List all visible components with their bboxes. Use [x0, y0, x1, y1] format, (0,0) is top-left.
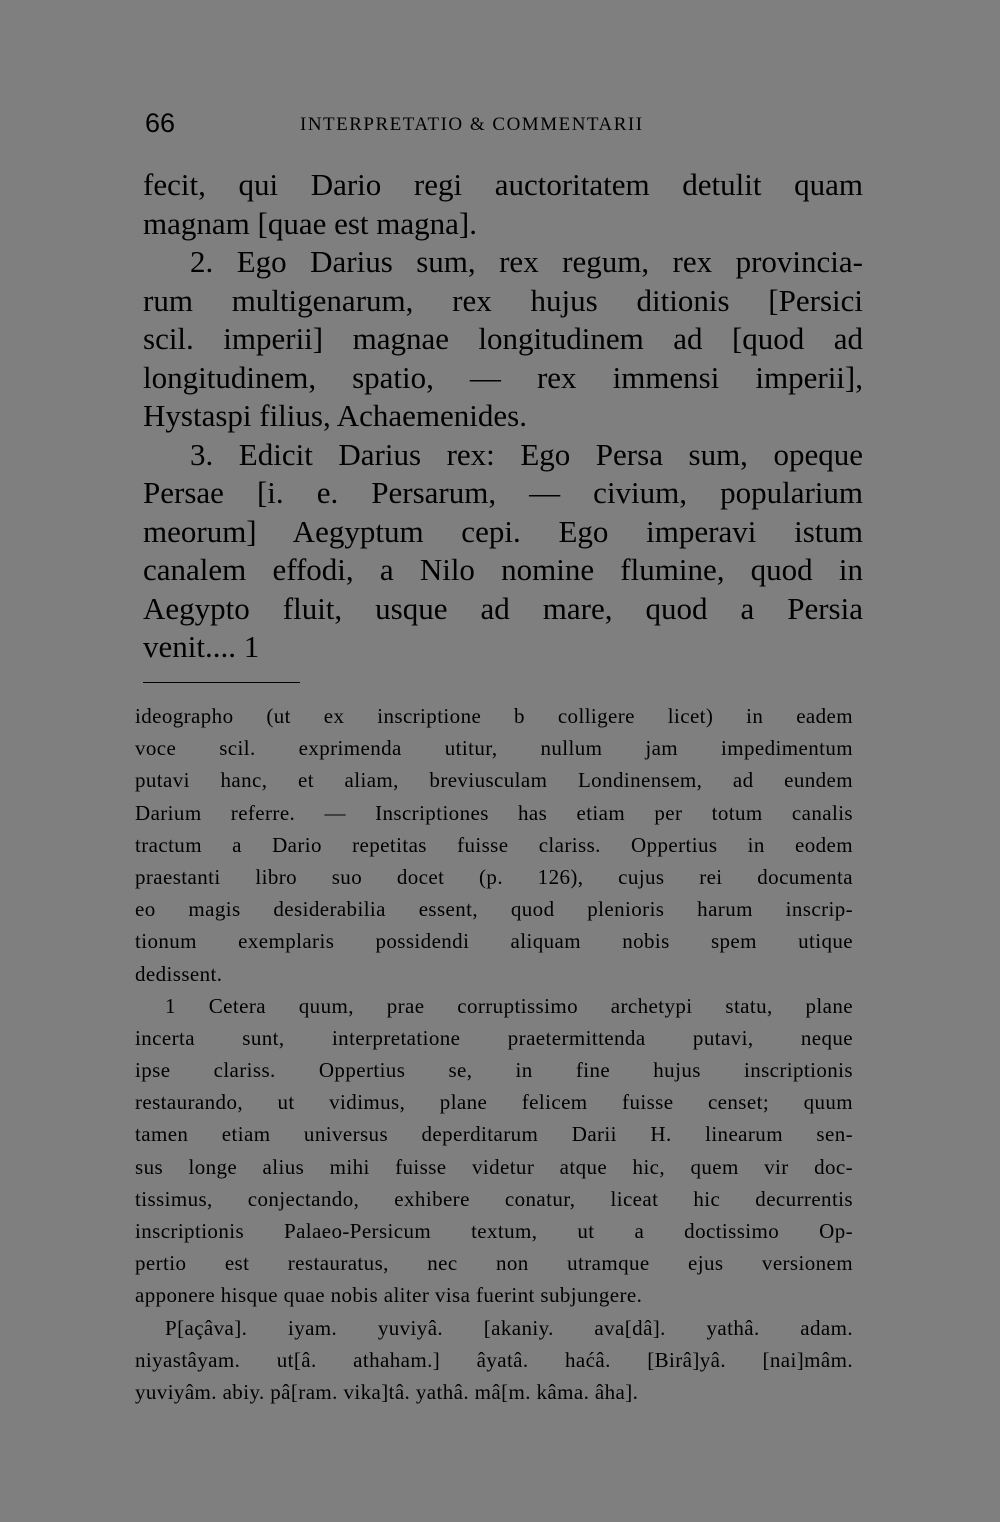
main-text [143, 166, 863, 667]
transliteration-line: P[açâva]. iyam. yuviyâ. [akaniy. ava[dâ]. yathâ. adam. [165, 1315, 853, 1340]
text-line: longitudinem, spatio, — rex immensi imperii], [143, 359, 863, 395]
page-header [145, 108, 860, 142]
footnote-1-line: tamen etiam universus deperditarum Darii H. linearum sen- [135, 1122, 853, 1147]
footnote-1-line: 1 Cetera quum, prae corruptissimo archetypi statu, plane [165, 993, 853, 1018]
note-line: putavi hanc, et aliam, breviusculam Londinensem, ad eundem [135, 768, 853, 793]
text-line: 2. Ego Darius sum, rex regum, rex provincia- [190, 244, 863, 279]
note-line: ideographo (ut ex inscriptione b colligere licet) in eadem [135, 704, 853, 728]
note-line: voce scil. exprimenda utitur, nullum jam impedimentum [135, 736, 853, 761]
transliteration-line: yuviyâm. abiy. pâ[ram. vika]tâ. yathâ. mâ[m. kâma. âha]. [135, 1379, 639, 1404]
note-line: tractum a Dario repetitas fuisse clariss. Oppertius in eodem [135, 832, 853, 857]
text-line: meorum] Aegyptum cepi. Ego imperavi istum [143, 513, 863, 549]
footnote-1-line: restaurando, ut vidimus, plane felicem fuisse censet; quum [135, 1090, 853, 1115]
note-line: praestanti libro suo docet (p. 126), cujus rei documenta [135, 864, 853, 889]
text-line: magnam [quae est magna]. [143, 205, 477, 241]
text-line: rum multigenarum, rex hujus ditionis [Persici [143, 282, 863, 318]
footnote-1-line: pertio est restauratus, nec non utramque ejus versionem [135, 1251, 853, 1276]
footnotes [135, 700, 853, 1408]
footnote-1-line: apponere hisque quae nobis aliter visa fuerint subjungere. [135, 1283, 643, 1308]
text-line: venit.... 1 [143, 629, 260, 664]
note-line: Darium referre. — Inscriptiones has etiam per totum canalis [135, 800, 853, 825]
text-line: Hystaspi filius, Achaemenides. [143, 398, 527, 433]
note-line: tionum exemplaris possidendi aliquam nobis spem utique [135, 929, 853, 954]
footnote-1-line: ipse clariss. Oppertius se, in fine hujus inscriptionis [135, 1058, 853, 1083]
text-line: fecit, qui Dario regi auctoritatem detulit quam [143, 167, 863, 202]
footnote-separator [143, 682, 300, 683]
footnote-1-line: sus longe alius mihi fuisse videtur atque hic, quem vir doc- [135, 1154, 853, 1179]
transliteration-line: niyastâyam. ut[â. athaham.] âyatâ. haćâ. [Birâ]yâ. [nai]mâm. [135, 1347, 853, 1372]
text-line: canalem effodi, a Nilo nomine flumine, quod in [143, 552, 863, 587]
note-line: eo magis desiderabilia essent, quod plenioris harum inscrip- [135, 897, 853, 922]
running-title: INTERPRETATIO & COMMENTARII [300, 114, 644, 135]
footnote-1-line: tissimus, conjectando, exhibere conatur, liceat hic decurrentis [135, 1186, 853, 1211]
page-number: 66 [145, 108, 176, 138]
text-line: Aegypto fluit, usque ad mare, quod a Persia [143, 590, 863, 626]
footnote-1-line: incerta sunt, interpretatione praetermittenda putavi, neque [135, 1025, 853, 1050]
text-line: scil. imperii] magnae longitudinem ad [quod ad [143, 321, 863, 356]
text-line: Persae [i. e. Persarum, — civium, popularium [143, 475, 863, 510]
note-line: dedissent. [135, 961, 223, 986]
text-line: 3. Edicit Darius rex: Ego Persa sum, opeque [190, 436, 863, 472]
footnote-1-line: inscriptionis Palaeo-Persicum textum, ut a doctissimo Op- [135, 1219, 853, 1243]
